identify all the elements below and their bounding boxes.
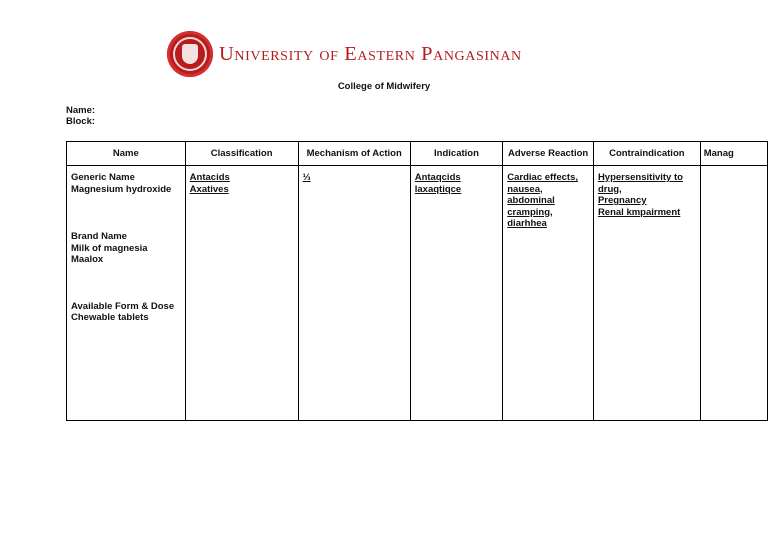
- university-seal-icon: [167, 31, 213, 77]
- mechanism-value: ⅓: [302, 172, 311, 183]
- student-info: [66, 105, 95, 127]
- name-label: Name:: [66, 105, 96, 116]
- indication-item: laxaqtiqce: [414, 183, 462, 195]
- brand-name-heading: Brand Name: [71, 231, 127, 242]
- college-name: College of Midwifery: [337, 81, 431, 92]
- column-header-adverse-reaction: Adverse Reaction: [503, 142, 594, 166]
- brand-name-value: Maalox: [71, 254, 104, 265]
- column-header-mechanism: Mechanism of Action: [298, 142, 410, 166]
- cell-name: [67, 166, 186, 421]
- adverse-reaction-line: Cardiac effects,: [507, 172, 579, 183]
- form-dose-heading: Available Form & Dose: [71, 300, 175, 312]
- adverse-reaction-line: nausea, abdominal: [507, 183, 555, 206]
- contraindication-line: Pregnancy: [597, 195, 647, 206]
- cell-adverse-reaction: [503, 166, 594, 421]
- table-header-row: [67, 142, 768, 166]
- classification-item: Axatives: [189, 183, 229, 195]
- cell-mechanism: [298, 166, 410, 421]
- university-name: University of Eastern Pangasinan: [219, 42, 522, 65]
- indication-item: Antaqcids: [414, 172, 461, 183]
- contraindication-line: Hypersensitivity to: [597, 172, 683, 183]
- drug-study-table: [66, 141, 768, 421]
- university-header: [167, 31, 522, 77]
- generic-name-value: Magnesium hydroxide: [71, 183, 172, 195]
- column-header-contraindication: Contraindication: [593, 142, 700, 166]
- adverse-reaction-line: cramping,: [507, 206, 553, 218]
- contraindication-line: Renal kmpairment: [597, 206, 681, 218]
- cell-management: [700, 166, 767, 421]
- cell-classification: [185, 166, 298, 421]
- contraindication-line: drug,: [597, 183, 622, 195]
- cell-contraindication: [593, 166, 700, 421]
- block-label: Block:: [66, 116, 96, 127]
- brand-name-value: Milk of magnesia: [71, 242, 148, 254]
- column-header-indication: Indication: [410, 142, 503, 166]
- cell-indication: [410, 166, 503, 421]
- table-row: [67, 166, 768, 421]
- generic-name-heading: Generic Name: [71, 172, 135, 183]
- column-header-name: Name: [67, 142, 186, 166]
- form-dose-value: Chewable tablets: [71, 312, 149, 323]
- classification-item: Antacids: [189, 172, 230, 183]
- adverse-reaction-line: diarhhea: [507, 218, 547, 229]
- column-header-management: Manag: [700, 142, 767, 166]
- column-header-classification: Classification: [185, 142, 298, 166]
